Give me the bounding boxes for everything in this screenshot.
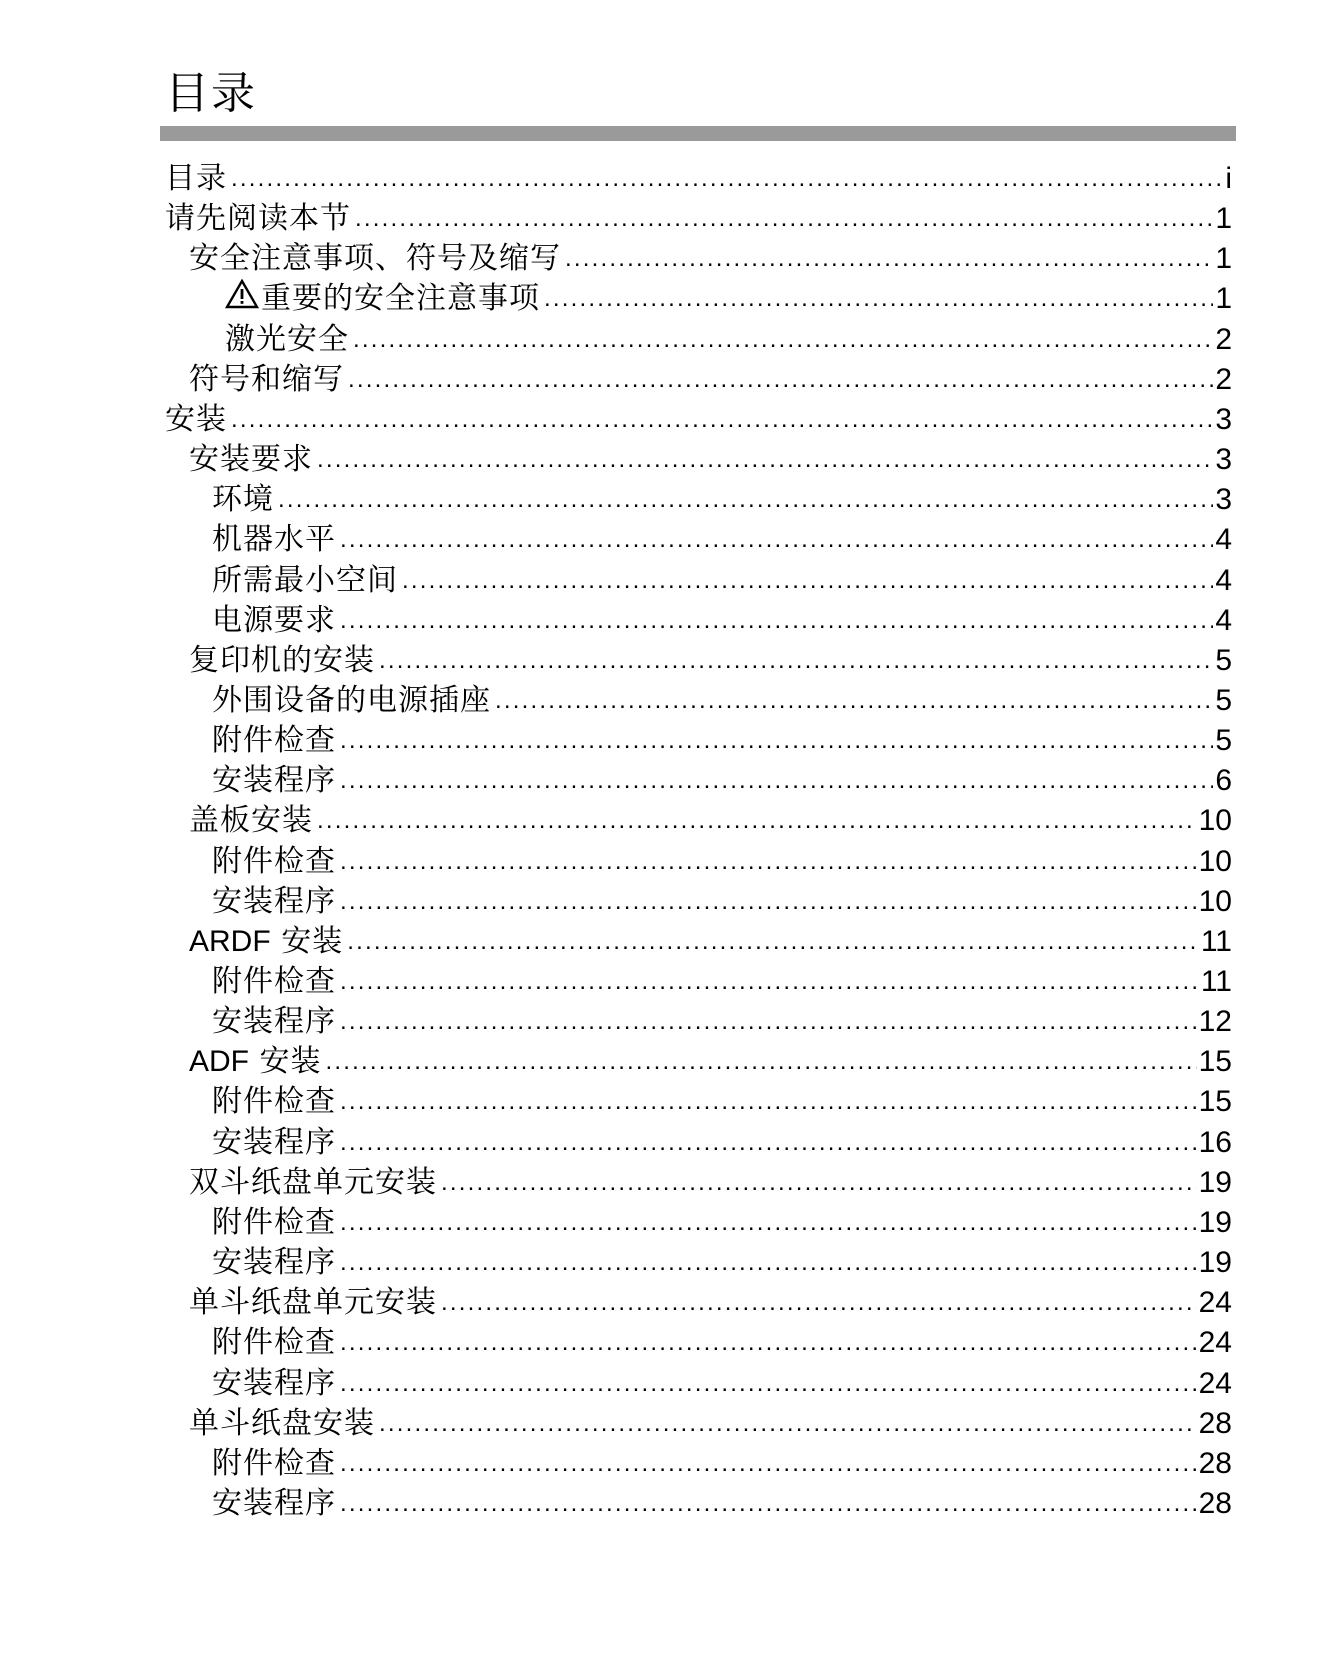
toc-entry-text: 机器水平: [212, 522, 336, 558]
toc-entry-page-number: 28: [1198, 1406, 1232, 1440]
toc-entry-text: 安装程序: [212, 763, 336, 799]
toc-entry[interactable]: [189, 1038, 1232, 1080]
toc-entry-page-number: 4: [1215, 603, 1232, 637]
toc-entry-page-number: 19: [1198, 1246, 1232, 1280]
toc-entry-text: 附件检查: [212, 723, 336, 759]
toc-entry-text: 安装程序: [212, 1004, 336, 1040]
toc-entry-page-number: 24: [1198, 1286, 1232, 1320]
dot-leader: [340, 964, 1199, 1000]
toc-entry-text: 目录: [165, 161, 227, 196]
toc-entry-page-number: 4: [1215, 523, 1232, 557]
toc-entry-label: [212, 964, 336, 1000]
toc-entry-label: [212, 844, 336, 880]
toc-entry-page-number: 5: [1215, 643, 1232, 677]
toc-entry-label: [225, 322, 349, 358]
dot-leader: [278, 482, 1213, 518]
dot-leader: [355, 201, 1213, 237]
title-rule: [160, 126, 1236, 141]
toc-entry-text: ADF 安装: [189, 1044, 322, 1080]
toc-entry-page-number: 10: [1198, 844, 1232, 878]
toc-entry[interactable]: [165, 155, 1232, 197]
toc-entry-page-number: 15: [1198, 1085, 1232, 1119]
toc-entry-label: [189, 1165, 437, 1201]
toc-entry-text: 重要的安全注意事项: [261, 281, 540, 317]
toc-entry-label: [189, 241, 561, 277]
toc-entry-label: [212, 1125, 336, 1161]
toc-entry-page-number: i: [1225, 162, 1232, 195]
toc-entry-page-number: 24: [1198, 1366, 1232, 1400]
toc-entry-page-number: 2: [1215, 322, 1232, 356]
dot-leader: [317, 803, 1197, 839]
dot-leader: [340, 884, 1197, 920]
dot-leader: [340, 603, 1213, 639]
toc-entry[interactable]: [189, 918, 1232, 960]
toc-entry-page-number: 2: [1215, 362, 1232, 396]
toc-entry-text: 单斗纸盘安装: [189, 1405, 375, 1441]
toc-entry-text: 符号和缩写: [189, 361, 344, 397]
dot-leader: [340, 1205, 1197, 1241]
toc-entry[interactable]: [189, 1159, 1232, 1201]
toc-entry-text: 激光安全: [225, 321, 349, 357]
dot-leader: [340, 1325, 1197, 1361]
toc-entry[interactable]: [212, 1480, 1232, 1522]
dot-leader: [347, 924, 1199, 960]
dot-leader: [317, 442, 1213, 478]
toc-entry-label: [212, 1446, 336, 1482]
toc-entry[interactable]: [189, 1400, 1232, 1442]
toc-entry[interactable]: [212, 476, 1232, 518]
toc-entry[interactable]: [212, 1319, 1232, 1361]
dot-leader: [231, 402, 1213, 438]
toc-entry-page-number: 24: [1198, 1326, 1232, 1360]
toc-entry[interactable]: [212, 1119, 1232, 1161]
toc-entry-text: 单斗纸盘单元安装: [189, 1285, 437, 1321]
toc-entry-label: [189, 1406, 375, 1442]
toc-entry[interactable]: [225, 275, 1232, 317]
toc-entry-page-number: 1: [1215, 242, 1232, 276]
toc-entry-label: [212, 1004, 336, 1040]
dot-leader: [231, 161, 1223, 197]
toc-entry-label: [165, 161, 227, 197]
toc-entry-page-number: 1: [1215, 202, 1232, 236]
toc-entry-text: 附件检查: [212, 1084, 336, 1120]
dot-leader: [340, 763, 1213, 799]
toc-entry[interactable]: [189, 436, 1232, 478]
toc-entry-label: [189, 924, 343, 960]
toc-entry-page-number: 3: [1215, 402, 1232, 436]
toc-entry-label: [189, 362, 344, 398]
toc-entry-text: 环境: [212, 482, 274, 518]
toc-entry-page-number: 10: [1198, 884, 1232, 918]
toc-entry-label: [212, 683, 491, 719]
toc-entry-text: 安装程序: [212, 1124, 336, 1160]
toc-entry-label: [212, 563, 398, 599]
toc-entry-page-number: 4: [1215, 563, 1232, 597]
dot-leader: [565, 241, 1213, 277]
toc-entry-text: 附件检查: [212, 1204, 336, 1240]
toc-entry[interactable]: [212, 958, 1232, 1000]
toc-entry[interactable]: [212, 1239, 1232, 1281]
toc-entry-label: [212, 723, 336, 759]
dot-leader: [340, 1486, 1197, 1522]
toc-entry[interactable]: [212, 1360, 1232, 1402]
toc-entry[interactable]: [212, 717, 1232, 759]
dot-leader: [340, 1084, 1197, 1120]
dot-leader: [340, 522, 1213, 558]
toc-entry[interactable]: [212, 597, 1232, 639]
toc-entry-text: ARDF 安装: [189, 923, 344, 959]
toc-entry-label: [165, 402, 227, 438]
dot-leader: [379, 643, 1213, 679]
toc-entry[interactable]: [212, 557, 1232, 599]
toc-entry-text: 请先阅读本节: [165, 201, 351, 237]
toc-entry-label: [212, 482, 274, 518]
toc-entry-page-number: 28: [1198, 1486, 1232, 1520]
dot-leader: [340, 1004, 1197, 1040]
page-title: 目录: [165, 68, 257, 119]
toc-entry[interactable]: [212, 838, 1232, 880]
dot-leader: [379, 1406, 1197, 1442]
toc-entry[interactable]: [212, 757, 1232, 799]
toc-entry-text: 复印机的安装: [189, 642, 375, 678]
dot-leader: [402, 563, 1213, 599]
dot-leader: [544, 281, 1213, 317]
toc-entry-text: 附件检查: [212, 843, 336, 879]
toc-entry-page-number: 6: [1215, 764, 1232, 798]
dot-leader: [340, 1125, 1197, 1161]
toc-entry[interactable]: [189, 235, 1232, 277]
toc-entry[interactable]: [189, 356, 1232, 398]
toc-entry[interactable]: [212, 677, 1232, 719]
toc-entry[interactable]: [212, 878, 1232, 920]
dot-leader: [353, 322, 1213, 358]
toc-entry-text: 安装要求: [189, 442, 313, 478]
toc-entry-label: [212, 1245, 336, 1281]
toc-entry-label: [212, 1366, 336, 1402]
toc-entry-label: [165, 201, 351, 237]
toc-entry-label: [212, 763, 336, 799]
toc-entry-text: 所需最小空间: [212, 562, 398, 598]
toc-entry-text: 安全注意事项、符号及缩写: [189, 241, 561, 277]
toc-entry-label: [212, 1486, 336, 1522]
toc-entry-text: 安装程序: [212, 1365, 336, 1401]
toc-entry-page-number: 19: [1198, 1165, 1232, 1199]
toc-entry[interactable]: [225, 316, 1232, 358]
dot-leader: [340, 1366, 1197, 1402]
toc-entry-label: [225, 278, 540, 317]
warning-icon: [225, 278, 259, 310]
toc-entry[interactable]: [212, 1078, 1232, 1120]
toc-entry[interactable]: [165, 396, 1232, 438]
toc-entry-page-number: 5: [1215, 724, 1232, 758]
toc-entry-page-number: 10: [1198, 804, 1232, 838]
toc-entry-text: 盖板安装: [189, 803, 313, 839]
toc-entry-text: 附件检查: [212, 964, 336, 999]
dot-leader: [340, 844, 1197, 880]
toc-entry[interactable]: [212, 998, 1232, 1040]
dot-leader: [495, 683, 1213, 719]
toc-entry-label: [189, 643, 375, 679]
dot-leader: [441, 1285, 1197, 1321]
toc-entry[interactable]: [189, 797, 1232, 839]
toc-entry-page-number: 5: [1215, 683, 1232, 717]
toc-entry-label: [212, 603, 336, 639]
toc-entry-page-number: 11: [1200, 965, 1232, 998]
toc-entry[interactable]: [212, 1440, 1232, 1482]
toc-entry[interactable]: [212, 516, 1232, 558]
toc-entry[interactable]: [189, 1279, 1232, 1321]
toc-entry-label: [212, 1084, 336, 1120]
toc-entry-label: [212, 1205, 336, 1241]
toc-entry-page-number: 16: [1198, 1125, 1232, 1159]
dot-leader: [348, 362, 1213, 398]
toc-entry-page-number: 19: [1198, 1205, 1232, 1239]
toc-entry[interactable]: [189, 637, 1232, 679]
toc-entry-label: [189, 803, 313, 839]
dot-leader: [441, 1165, 1197, 1201]
toc-entry-text: 安装: [165, 401, 227, 437]
toc-entry-label: [189, 1285, 437, 1321]
toc-entry-text: 双斗纸盘单元安装: [189, 1164, 437, 1200]
toc-entry-page-number: 11: [1200, 924, 1232, 958]
toc-entry-label: [189, 1044, 322, 1080]
toc-entry-page-number: 3: [1215, 443, 1232, 477]
dot-leader: [326, 1044, 1197, 1080]
toc-entry-page-number: 3: [1215, 483, 1232, 517]
toc-entry-label: [189, 442, 313, 478]
toc-entry-text: 外围设备的电源插座: [212, 682, 491, 718]
toc-entry-text: 附件检查: [212, 1445, 336, 1481]
toc-entry-label: [212, 1325, 336, 1361]
toc-entry-text: 电源要求: [212, 602, 336, 638]
toc-entry-text: 安装程序: [212, 1245, 336, 1281]
toc-entry-page-number: 28: [1198, 1446, 1232, 1480]
toc-entry-label: [212, 884, 336, 920]
toc-entry[interactable]: [165, 195, 1232, 237]
toc-entry[interactable]: [212, 1199, 1232, 1241]
dot-leader: [340, 1446, 1197, 1482]
toc-entry-page-number: 1: [1215, 282, 1232, 316]
dot-leader: [340, 723, 1213, 759]
toc-entry-text: 安装程序: [212, 883, 336, 919]
toc-entry-text: 安装程序: [212, 1485, 336, 1521]
toc-entry-page-number: 12: [1198, 1005, 1232, 1039]
dot-leader: [340, 1245, 1197, 1281]
toc-entry-page-number: 15: [1198, 1045, 1232, 1079]
toc-entry-label: [212, 522, 336, 558]
toc-entry-text: 附件检查: [212, 1325, 336, 1361]
